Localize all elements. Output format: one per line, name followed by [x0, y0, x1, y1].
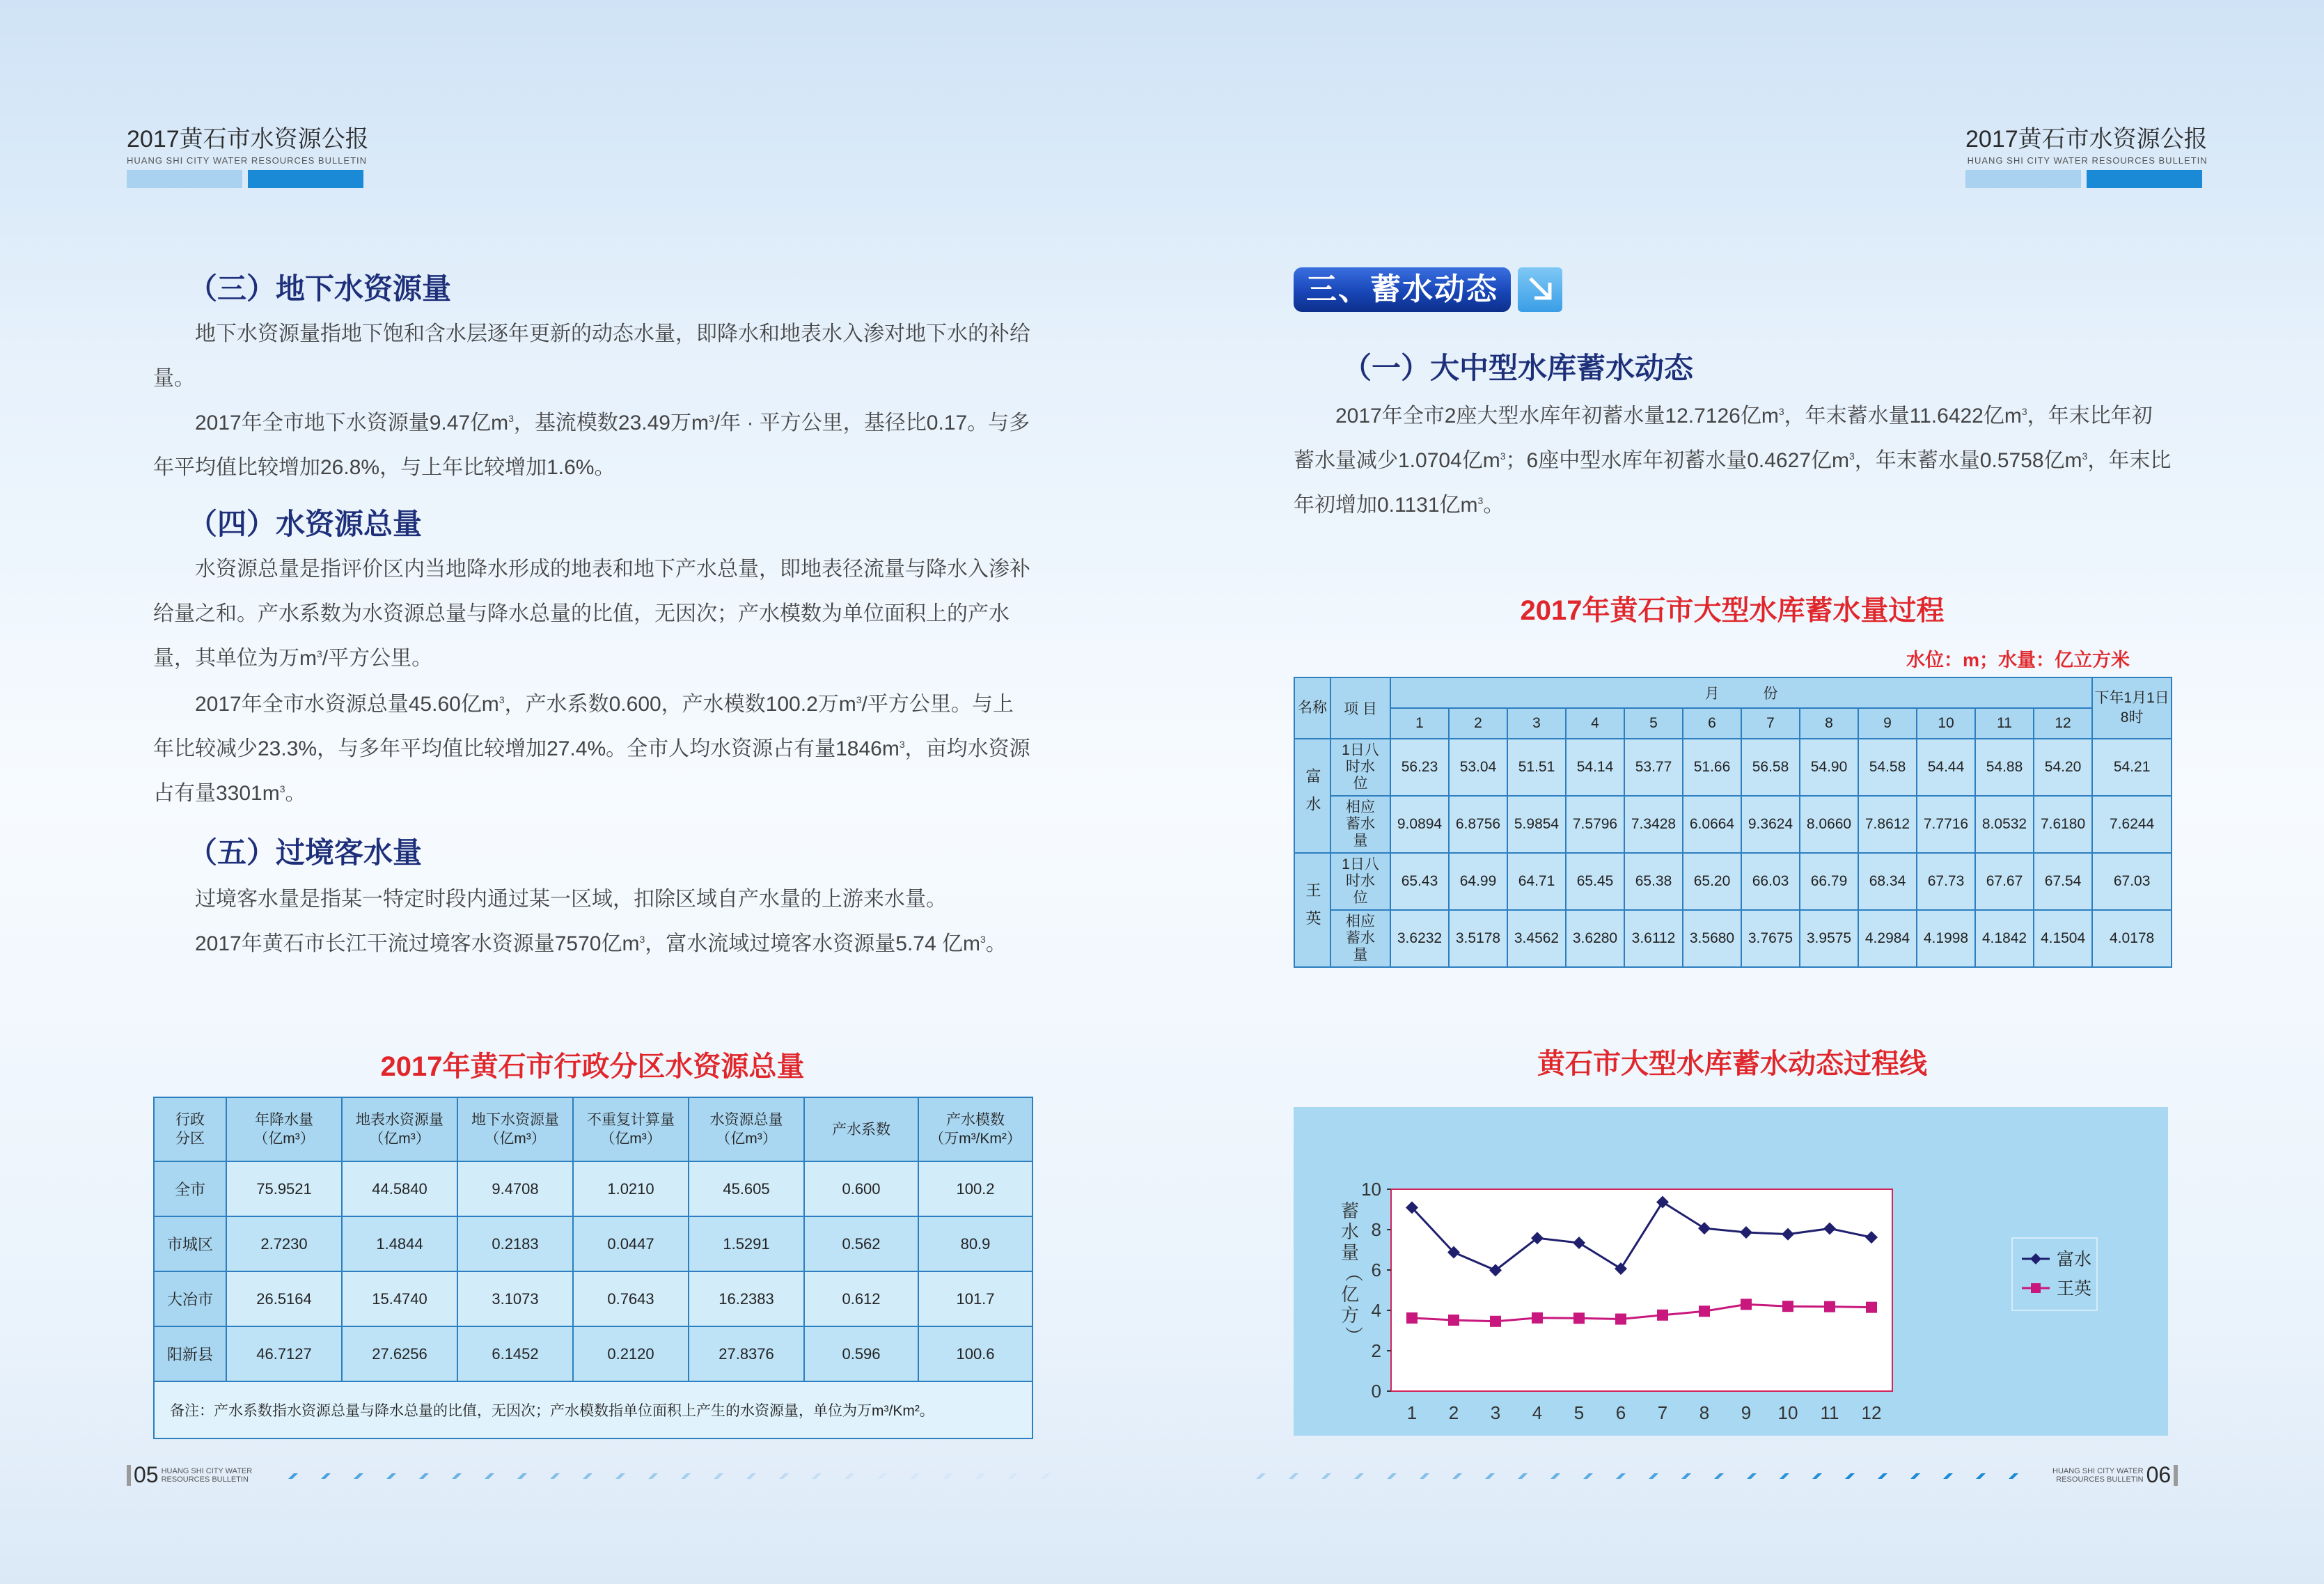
table-cell: 54.20 [2034, 739, 2092, 796]
header-color-bar-right [1965, 170, 2208, 188]
table-cell: 4.1998 [1917, 910, 1975, 967]
data-point [1573, 1312, 1585, 1324]
table-cell: 4.1842 [1975, 910, 2034, 967]
banner-label: 三、蓄水动态 [1294, 267, 1511, 312]
legend-label: 富水 [2057, 1250, 2092, 1269]
table-cell: 阳新县 [154, 1326, 226, 1381]
table-cell: 15.4740 [342, 1271, 457, 1326]
table-row [1294, 796, 2172, 853]
table-row [1294, 739, 2172, 796]
table-cell: 65.38 [1624, 853, 1683, 910]
data-point [1699, 1305, 1710, 1317]
table-cell: 53.77 [1624, 739, 1683, 796]
table-cell: 67.03 [2092, 853, 2172, 910]
paragraph-reservoir-storage: 2017年全市2座大型水库年初蓄水量12.7126亿$m^3$，年末蓄水量11.6422亿$m^3$，年末比年初蓄水量减少1.0704亿$m^3$；6座中型水库年初蓄水量0.4627亿$m^3$，年末蓄水量0.5758亿$m^3$，年末比年初增加0.1131亿$m^3$。 [1294, 405, 2172, 517]
table-header-cell: 产水系数 [804, 1097, 918, 1161]
table-cell: 4.1504 [2034, 910, 2092, 967]
page-number-left: 05 [134, 1462, 159, 1487]
y-tick-label: 6 [1371, 1260, 1381, 1280]
plot-area [1391, 1189, 1892, 1391]
section-heading-total-water: （四）水资源总量 [188, 508, 423, 540]
table-cell: 3.9575 [1800, 910, 1858, 967]
table-cell: 6.1452 [457, 1326, 573, 1381]
left-footer-dots [285, 1472, 1072, 1480]
table-cell: 9.3624 [1741, 796, 1800, 853]
table-cell: 市城区 [154, 1216, 226, 1271]
section-heading-groundwater: （三）地下水资源量 [188, 272, 452, 305]
x-tick-label: 3 [1490, 1402, 1501, 1423]
month-header: 9 [1858, 708, 1917, 739]
table-cell: 51.66 [1683, 739, 1741, 796]
table-cell: 64.99 [1449, 853, 1507, 910]
footer-sub-2: RESOURCES BULLETIN [161, 1475, 249, 1484]
table-cell: 7.7716 [1917, 796, 1975, 853]
paragraph-transit-water-2017: 2017年黄石市长江干流过境客水资源量7570亿$m^3$，富水流域过境客水资源量5.74 亿$m^3$。 [195, 932, 1007, 955]
table-cell: 3.4562 [1507, 910, 1566, 967]
footer-sub-right-2: RESOURCES BULLETIN [2056, 1475, 2144, 1484]
table-note: 备注：产水系数指水资源总量与降水总量的比值，无因次；产水模数指单位面积上产生的水资源量，单位为万m³/Km²。 [154, 1381, 1033, 1438]
table-cell: 0.612 [804, 1271, 918, 1326]
table-cell: 大冶市 [154, 1271, 226, 1326]
month-header: 12 [2034, 708, 2092, 739]
paragraph-transit-water-def: 过境客水量是指某一特定时段内通过某一区域，扣除区域自产水量的上游来水量。 [195, 888, 947, 911]
table-cell: 3.6232 [1390, 910, 1449, 967]
table-cell: 68.34 [1858, 853, 1917, 910]
data-point [1532, 1312, 1543, 1324]
table-cell: 53.04 [1449, 739, 1507, 796]
table-cell: 54.58 [1858, 739, 1917, 796]
section-heading-reservoir: （一）大中型水库蓄水动态 [1342, 352, 1694, 384]
reservoir-table-unit: 水位：m；水量：亿立方米 [1906, 650, 2130, 671]
table-cell: 1.0210 [573, 1161, 689, 1216]
col-header-month: 月 份 [1390, 677, 2092, 708]
table-header-cell: 行政 分区 [154, 1097, 226, 1161]
reservoir-name: 王英 [1294, 853, 1330, 967]
table-cell: 51.51 [1507, 739, 1566, 796]
table-cell: 75.9521 [226, 1161, 342, 1216]
footer-sub-1: HUANG SHI CITY WATER [161, 1466, 253, 1475]
x-tick-label: 10 [1777, 1402, 1798, 1423]
table-cell: 7.8612 [1858, 796, 1917, 853]
x-tick-label: 12 [1861, 1402, 1882, 1423]
district-table-title: 2017年黄石市行政分区水资源总量 [380, 1051, 805, 1082]
chart-title: 黄石市大型水库蓄水动态过程线 [1537, 1049, 1927, 1079]
page-number-right: 06 [2146, 1462, 2172, 1487]
table-row [154, 1271, 1033, 1326]
y-tick-label: 10 [1361, 1179, 1381, 1200]
right-footer-dots [1253, 1472, 2040, 1480]
data-point [1741, 1299, 1752, 1310]
table-cell: 80.9 [918, 1216, 1033, 1271]
table-cell: 65.43 [1390, 853, 1449, 910]
table-cell: 100.2 [918, 1161, 1033, 1216]
table-cell: 46.7127 [226, 1326, 342, 1381]
table-cell: 3.5178 [1449, 910, 1507, 967]
left-header [127, 120, 369, 188]
table-cell: 0.7643 [573, 1271, 689, 1326]
header-color-bar [127, 170, 369, 188]
data-point [1406, 1312, 1418, 1324]
x-tick-label: 8 [1699, 1402, 1710, 1423]
table-cell: 54.14 [1566, 739, 1624, 796]
table-cell: 4.0178 [2092, 910, 2172, 967]
section-heading-transit-water: （五）过境客水量 [188, 836, 423, 869]
data-point [1866, 1302, 1877, 1313]
table-cell: 6.8756 [1449, 796, 1507, 853]
table-cell: 0.600 [804, 1161, 918, 1216]
row-label: 1日八时水位 [1330, 739, 1390, 796]
table-cell: 0.0447 [573, 1216, 689, 1271]
table-cell: 66.79 [1800, 853, 1858, 910]
month-header: 1 [1390, 708, 1449, 739]
data-point [1490, 1316, 1501, 1327]
data-point [1657, 1310, 1668, 1321]
table-cell: 7.6180 [2034, 796, 2092, 853]
section-banner [1294, 267, 1562, 312]
table-header-cell: 产水模数 （万m³/Km²） [918, 1097, 1033, 1161]
paragraph-total-water-def: 水资源总量是指评价区内当地降水形成的地表和地下产水总量，即地表径流量与降水入渗补给量之和。产水系数为水资源总量与降水总量的比值，无因次；产水模数为单位面积上的产水量，其单位为万$m^3/$平方公里。 [153, 558, 1030, 670]
data-point [1824, 1301, 1835, 1312]
month-header: 4 [1566, 708, 1624, 739]
month-header: 8 [1800, 708, 1858, 739]
table-cell: 1.4844 [342, 1216, 457, 1271]
month-header: 11 [1975, 708, 2034, 739]
row-label: 1日八时水位 [1330, 853, 1390, 910]
table-cell: 65.20 [1683, 853, 1741, 910]
x-tick-label: 4 [1532, 1402, 1543, 1423]
table-cell: 26.5164 [226, 1271, 342, 1326]
table-cell: 1.5291 [689, 1216, 804, 1271]
x-tick-label: 9 [1741, 1402, 1752, 1423]
district-water-table [153, 1097, 1033, 1439]
left-footer [127, 1462, 252, 1488]
row-label: 相应蓄水量 [1330, 910, 1390, 967]
table-cell: 3.5680 [1683, 910, 1741, 967]
table-row [1294, 853, 2172, 910]
x-tick-label: 7 [1657, 1402, 1668, 1423]
y-tick-label: 8 [1371, 1219, 1381, 1240]
table-cell: 9.0894 [1390, 796, 1449, 853]
table-cell: 3.1073 [457, 1271, 573, 1326]
table-header-cell: 年降水量 （亿m³） [226, 1097, 342, 1161]
table-cell: 全市 [154, 1161, 226, 1216]
bulletin-title: 2017黄石市水资源公报 [127, 126, 369, 152]
table-cell: 67.73 [1917, 853, 1975, 910]
reservoir-table-title: 2017年黄石市大型水库蓄水量过程 [1520, 595, 1945, 626]
reservoir-table [1294, 677, 2172, 968]
reservoir-name: 富水 [1294, 739, 1330, 853]
data-point [1448, 1315, 1459, 1326]
table-cell: 8.0660 [1800, 796, 1858, 853]
table-cell: 54.88 [1975, 739, 2034, 796]
month-header: 6 [1683, 708, 1741, 739]
table-row [1294, 910, 2172, 967]
table-cell: 56.23 [1390, 739, 1449, 796]
paragraph-total-water-2017: 2017年全市水资源总量45.60亿$m^3$，产水系数0.600，产水模数100.2万$m^3/$平方公里。与上年比较减少23.3%，与多年平均值比较增加27.4%。全市人均水资源占有量$1846m^3$，亩均水资源占有量$3301m^3$。 [153, 693, 1030, 805]
table-cell: 100.6 [918, 1326, 1033, 1381]
y-tick-label: 2 [1371, 1340, 1381, 1361]
footer-sub-right-1: HUANG SHI CITY WATER [2052, 1466, 2144, 1475]
bulletin-title-right: 2017黄石市水资源公报 [1965, 126, 2208, 152]
table-cell: 3.7675 [1741, 910, 1800, 967]
chart-svg [1294, 1107, 2168, 1436]
bulletin-subtitle: HUANG SHI CITY WATER RESOURCES BULLETIN [127, 155, 368, 166]
month-header: 2 [1449, 708, 1507, 739]
table-header-cell: 不重复计算量 （亿m³） [573, 1097, 689, 1161]
x-tick-label: 5 [1573, 1402, 1585, 1423]
table-cell: 67.54 [2034, 853, 2092, 910]
table-header-cell: 地表水资源量 （亿m³） [342, 1097, 457, 1161]
table-cell: 3.6112 [1624, 910, 1683, 967]
table-cell: 101.7 [918, 1271, 1033, 1326]
table-row [154, 1216, 1033, 1271]
table-cell: 0.2183 [457, 1216, 573, 1271]
y-axis-label: 蓄水量︵亿方︶ [1341, 1200, 1364, 1347]
bulletin-subtitle-right: HUANG SHI CITY WATER RESOURCES BULLETIN [1967, 155, 2208, 166]
x-tick-label: 1 [1406, 1402, 1418, 1423]
table-cell: 2.7230 [226, 1216, 342, 1271]
legend-label: 王英 [2057, 1279, 2092, 1299]
month-header: 10 [1917, 708, 1975, 739]
right-header [1965, 120, 2208, 188]
col-header-next: 下年1月1日8时 [2092, 677, 2172, 739]
table-cell: 7.5796 [1566, 796, 1624, 853]
table-cell: 9.4708 [457, 1161, 573, 1216]
legend-box [2012, 1238, 2097, 1310]
x-tick-label: 6 [1615, 1402, 1626, 1423]
legend-marker [2030, 1253, 2041, 1264]
paragraph-groundwater-def: 地下水资源量指地下饱和含水层逐年更新的动态水量，即降水和地表水入渗对地下水的补给量。 [153, 322, 1030, 390]
table-cell: 56.58 [1741, 739, 1800, 796]
y-tick-label: 4 [1371, 1300, 1381, 1321]
paragraph-groundwater-2017: 2017年全市地下水资源量9.47亿$m^3$，基流模数23.49万$m^3/$年 · 平方公里，基径比0.17。与多年平均值比较增加26.8%，与上年比较增加1.6%。 [153, 411, 1030, 479]
table-row [154, 1161, 1033, 1216]
table-cell: 66.03 [1741, 853, 1800, 910]
y-tick-label: 0 [1371, 1381, 1381, 1402]
table-cell: 6.0664 [1683, 796, 1741, 853]
table-cell: 54.44 [1917, 739, 1975, 796]
month-header: 5 [1624, 708, 1683, 739]
table-cell: 5.9854 [1507, 796, 1566, 853]
x-tick-label: 2 [1448, 1402, 1459, 1423]
month-header: 3 [1507, 708, 1566, 739]
arrow-down-right-icon [1518, 267, 1562, 312]
table-cell: 8.0532 [1975, 796, 2034, 853]
table-cell: 27.6256 [342, 1326, 457, 1381]
table-row [154, 1326, 1033, 1381]
x-tick-label: 11 [1820, 1402, 1839, 1423]
table-cell: 4.2984 [1858, 910, 1917, 967]
legend-marker [2031, 1283, 2041, 1293]
row-label: 相应蓄水量 [1330, 796, 1390, 853]
table-cell: 67.67 [1975, 853, 2034, 910]
table-cell: 7.6244 [2092, 796, 2172, 853]
table-header-cell: 水资源总量 （亿m³） [689, 1097, 804, 1161]
right-footer [2052, 1462, 2178, 1488]
table-cell: 16.2383 [689, 1271, 804, 1326]
table-cell: 44.5840 [342, 1161, 457, 1216]
month-header: 7 [1741, 708, 1800, 739]
table-cell: 7.3428 [1624, 796, 1683, 853]
table-header-cell: 地下水资源量 （亿m³） [457, 1097, 573, 1161]
table-cell: 0.596 [804, 1326, 918, 1381]
table-cell: 45.605 [689, 1161, 804, 1216]
storage-line-chart [1294, 1107, 2168, 1436]
table-cell: 54.90 [1800, 739, 1858, 796]
table-cell: 0.2120 [573, 1326, 689, 1381]
table-cell: 3.6280 [1566, 910, 1624, 967]
data-point [1782, 1301, 1793, 1312]
table-cell: 0.562 [804, 1216, 918, 1271]
col-header-name: 名称 [1294, 677, 1330, 739]
col-header-item: 项 目 [1330, 677, 1390, 739]
table-cell: 65.45 [1566, 853, 1624, 910]
table-cell: 27.8376 [689, 1326, 804, 1381]
table-cell: 64.71 [1507, 853, 1566, 910]
table-cell: 54.21 [2092, 739, 2172, 796]
data-point [1615, 1314, 1626, 1325]
